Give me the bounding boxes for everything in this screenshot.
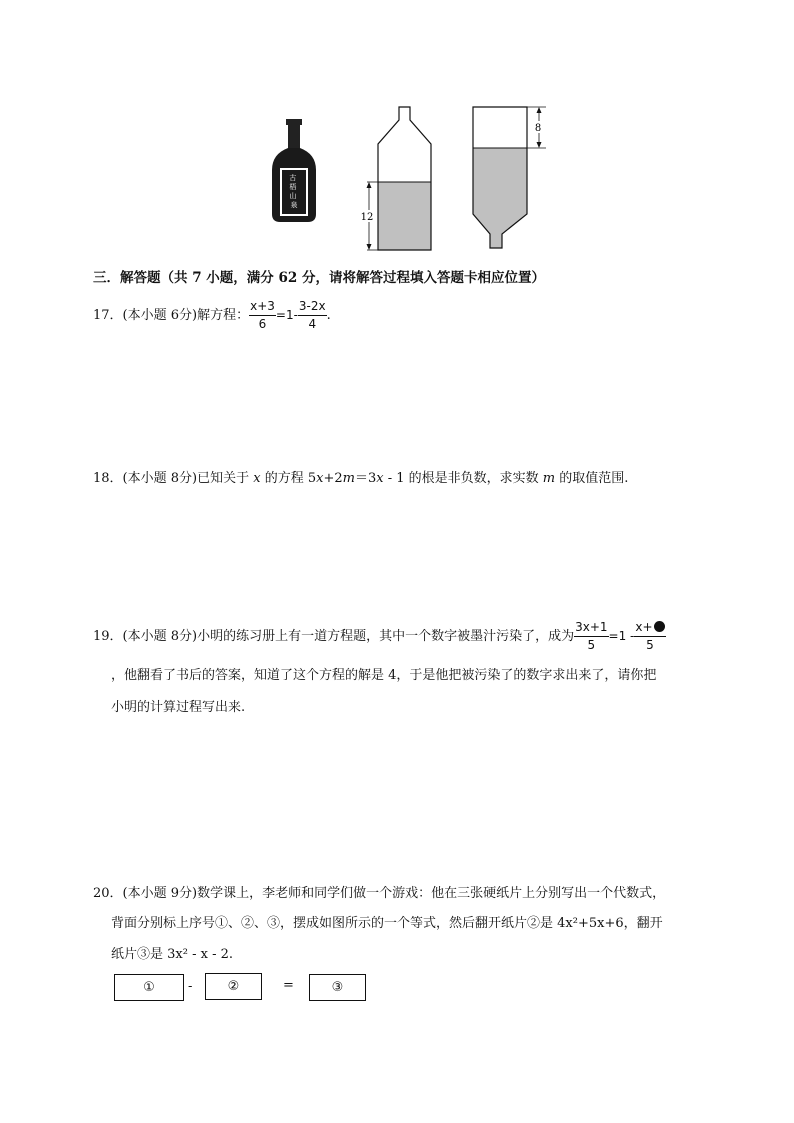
q19-frac1-numerator: 3x+1 <box>574 619 608 637</box>
question-20-line-3: 纸片③是 3x² - x - 2. <box>111 947 233 962</box>
bottle-figure <box>268 104 552 254</box>
question-20-line-2: 背面分别标上序号①、②、③，摆成如图所示的一个等式，然后翻开纸片②是 4x²+5x+6，翻开 <box>111 916 663 931</box>
bottle-label-glyph-2: 梧 <box>289 183 297 191</box>
ink-blot-icon <box>654 621 665 632</box>
q19-fraction-1 <box>574 619 608 654</box>
q18-var-x3: x <box>376 471 384 486</box>
q19-fraction-2 <box>634 619 665 654</box>
q17-prefix: 17．(本小题 6分)解方程： <box>93 308 250 323</box>
upright-bottle-diagram <box>360 107 431 250</box>
q18-part2: 的方程 5 <box>264 471 317 486</box>
q19-frac2-numerator <box>634 619 665 637</box>
q17-frac1-numerator: x+3 <box>249 298 276 316</box>
section-heading: 三．解答题（共 7 小题，满分 62 分，请将解答过程填入答题卡相应位置） <box>93 270 545 286</box>
card-1-label: ① <box>143 980 155 995</box>
minus-sign: - <box>188 979 193 994</box>
question-18 <box>93 467 628 486</box>
card-2-label: ② <box>227 979 240 994</box>
q18-var-x2: x <box>316 471 324 486</box>
q17-frac2-denominator: 4 <box>308 317 317 331</box>
card-1 <box>114 974 184 1001</box>
q18-var-x: x <box>253 471 261 486</box>
bottle-label-glyph-4: 泉 <box>290 201 298 209</box>
inverted-bottle-diagram <box>473 107 546 248</box>
liquor-bottle-image <box>272 119 316 222</box>
q18-part4: ＝3 <box>354 471 377 486</box>
question-20-line-1: 20．(本小题 9分)数学课上，李老师和同学们做一个游戏：他在三张硬纸片上分别写出一个代数式， <box>93 886 666 901</box>
card-3 <box>309 974 366 1001</box>
q18-part6: 的取值范围. <box>559 471 629 486</box>
q19-frac1-denominator: 5 <box>587 638 596 652</box>
q18-var-m2: m <box>542 471 556 486</box>
q19-frac2-denominator: 5 <box>646 638 654 652</box>
question-19-line-2: ，他翻看了书后的答案，知道了这个方程的解是 4，于是他把被污染了的数字求出来了，请你把 <box>111 668 657 683</box>
q17-fraction-1 <box>249 298 276 333</box>
q19-line1-text: 19．(本小题 8分)小明的练习册上有一道方程题，其中一个数字被墨汁污染了，成为 <box>93 629 575 644</box>
question-19-line-1 <box>93 619 666 654</box>
q19-frac2-numerator-text: x+ <box>635 620 653 634</box>
bottle-label-glyph-1: 古 <box>289 174 297 182</box>
card-2 <box>205 973 262 1000</box>
q18-part5: - 1 的根是非负数，求实数 <box>383 471 539 486</box>
height-label-8: 8 <box>534 123 542 134</box>
q19-equals-one-minus: =1 - <box>608 629 635 643</box>
q18-part3: +2 <box>323 471 343 486</box>
q18-var-m: m <box>342 471 355 486</box>
card-3-label: ③ <box>331 980 344 995</box>
q18-part1: 18．(本小题 8分)已知关于 <box>93 471 250 486</box>
q17-period: . <box>326 308 331 323</box>
q17-frac2-numerator: 3-2x <box>298 298 327 316</box>
equals-sign: = <box>283 978 294 993</box>
bottle-label-glyph-3: 山 <box>289 192 297 200</box>
question-17 <box>93 298 331 333</box>
question-19-line-3: 小明的计算过程写出来. <box>111 700 246 715</box>
q17-equals-one-minus: =1- <box>275 308 298 322</box>
q17-frac1-denominator: 6 <box>258 317 267 331</box>
q17-fraction-2 <box>298 298 327 333</box>
height-label-12: 12 <box>360 212 374 223</box>
